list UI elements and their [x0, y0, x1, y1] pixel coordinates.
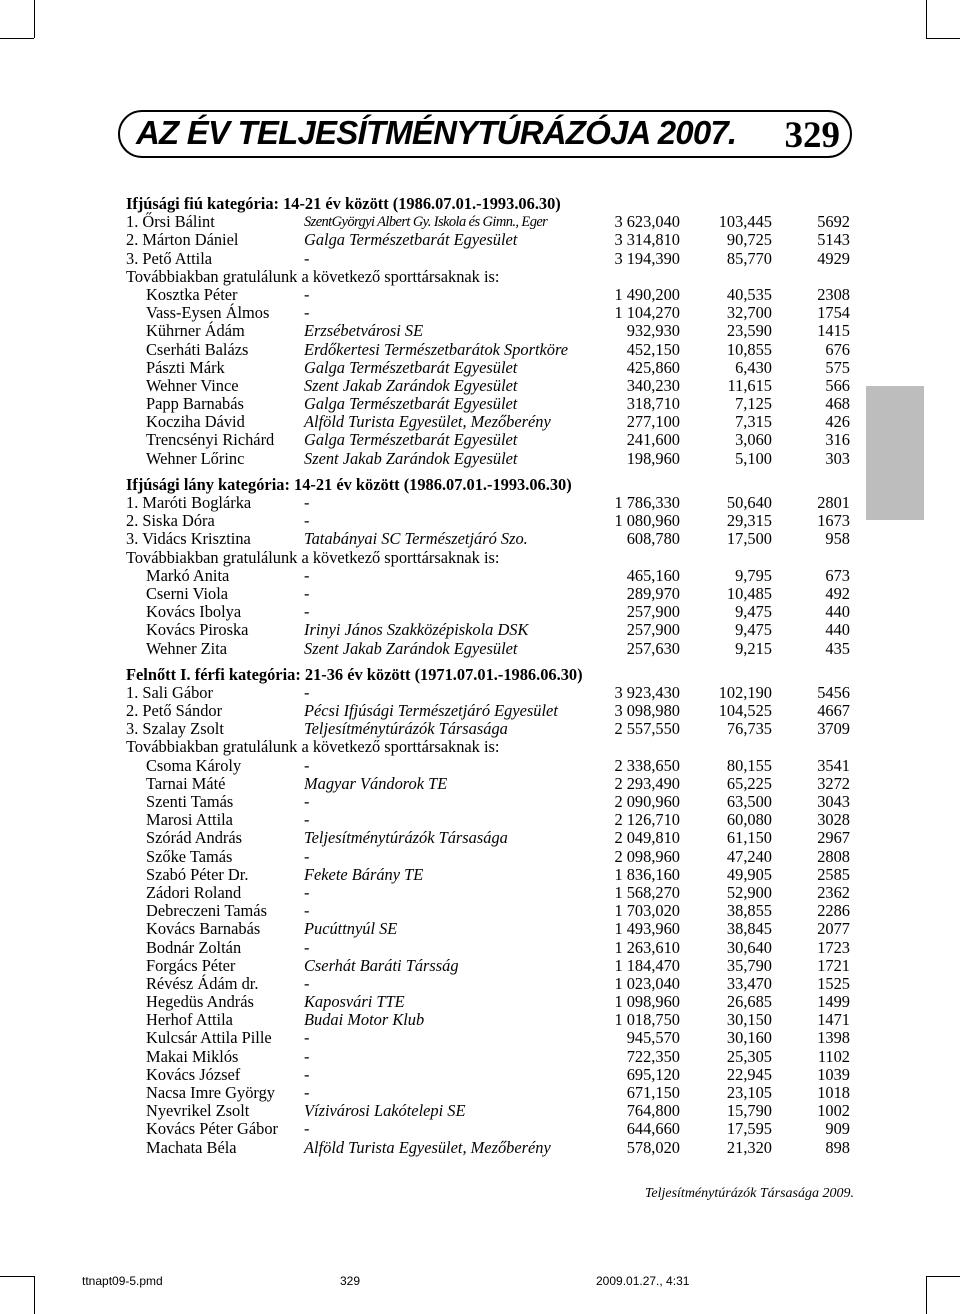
- score-value: 1 568,270: [614, 882, 680, 902]
- score-value: 425,860: [626, 357, 680, 377]
- score-value: 1 490,200: [614, 284, 680, 304]
- distance-value: 9,795: [735, 565, 772, 585]
- distance-value: 60,080: [726, 810, 772, 830]
- score-value: 318,710: [626, 394, 680, 414]
- club-name: -: [304, 755, 310, 775]
- score-value: 3 098,980: [614, 701, 680, 721]
- competitor-name: Szabó Péter Dr.: [146, 864, 249, 884]
- points-value: 5692: [817, 212, 850, 232]
- club-name: Galga Természetbarát Egyesület: [304, 394, 518, 414]
- table-row: [126, 757, 861, 775]
- page-header: [118, 110, 852, 158]
- competitor-name: Makai Miklós: [146, 1046, 239, 1066]
- score-value: 289,970: [626, 583, 680, 603]
- score-value: 1 098,960: [614, 992, 680, 1012]
- score-value: 2 049,810: [614, 828, 680, 848]
- distance-value: 80,155: [726, 755, 772, 775]
- competitor-name: Kulcsár Attila Pille: [146, 1028, 272, 1048]
- table-row: [126, 621, 861, 639]
- distance-value: 63,500: [726, 792, 772, 811]
- club-name: Galga Természetbarát Egyesület: [304, 430, 518, 450]
- slug-page: 329: [340, 1274, 361, 1288]
- competitor-name: Szőke Tamás: [146, 846, 233, 866]
- score-value: 3 623,040: [614, 212, 680, 232]
- table-row: [126, 993, 861, 1011]
- distance-value: 15,790: [726, 1101, 772, 1121]
- points-value: 2308: [817, 284, 850, 304]
- score-value: 1 184,470: [614, 955, 680, 975]
- competitor-name: Kosztka Péter: [146, 284, 238, 304]
- club-name: Szent Jakab Zarándok Egyesület: [304, 448, 518, 468]
- distance-value: 50,640: [726, 493, 772, 512]
- club-name: -: [304, 792, 310, 811]
- table-row: [126, 322, 861, 340]
- club-name: Vízivárosi Lakótelepi SE: [304, 1101, 466, 1121]
- points-value: 909: [825, 1119, 850, 1139]
- score-value: 644,660: [626, 1119, 680, 1139]
- slug-file: ttnapt09-5.pmd: [82, 1274, 163, 1288]
- competitor-name: Pászti Márk: [146, 357, 225, 377]
- score-value: 932,930: [626, 321, 680, 341]
- club-name: -: [304, 1028, 310, 1048]
- table-row: [126, 377, 861, 395]
- table-row: [126, 359, 861, 377]
- score-value: 2 098,960: [614, 846, 680, 866]
- points-value: 3709: [817, 719, 850, 739]
- points-value: 2585: [817, 864, 850, 884]
- competitor-name: 2. Pető Sándor: [126, 701, 223, 721]
- distance-value: 30,640: [726, 937, 772, 957]
- table-row: [126, 1120, 861, 1138]
- score-value: 578,020: [626, 1137, 680, 1157]
- points-value: 2077: [817, 919, 850, 939]
- score-value: 257,900: [626, 620, 680, 640]
- points-value: 2967: [817, 828, 850, 848]
- club-name: -: [304, 901, 310, 921]
- club-name: -: [304, 937, 310, 957]
- score-value: 722,350: [626, 1046, 680, 1066]
- score-value: 764,800: [626, 1101, 680, 1121]
- club-name: -: [304, 973, 310, 993]
- table-row: [126, 920, 861, 938]
- table-row: [126, 775, 861, 793]
- crop-mark: [0, 38, 34, 39]
- club-name: Tatabányai SC Természetjáró Szo.: [304, 529, 528, 549]
- podium-row: [126, 720, 861, 738]
- table-row: [126, 395, 861, 413]
- score-value: 1 023,040: [614, 973, 680, 993]
- points-value: 1754: [817, 303, 850, 323]
- podium-row: [126, 494, 861, 512]
- score-value: 2 557,550: [614, 719, 680, 739]
- distance-value: 10,485: [726, 583, 772, 603]
- score-value: 695,120: [626, 1064, 680, 1084]
- distance-value: 23,105: [726, 1083, 772, 1102]
- club-name: Erdőkertesi Természetbarátok Sportköre: [304, 339, 569, 359]
- competitor-name: Kovács Barnabás: [146, 919, 261, 939]
- points-value: 316: [825, 430, 850, 450]
- footer-credit: Teljesítménytúrázók Társasága 2009.: [644, 1186, 854, 1201]
- score-value: 465,160: [626, 565, 680, 585]
- points-value: 2808: [817, 846, 850, 866]
- points-value: 1723: [817, 937, 850, 957]
- points-value: 1721: [817, 955, 850, 975]
- table-row: [126, 1048, 861, 1066]
- points-value: 1415: [817, 321, 850, 341]
- competitor-name: Trencsényi Richárd: [146, 430, 275, 450]
- points-value: 1499: [817, 992, 850, 1012]
- club-name: -: [304, 303, 310, 323]
- club-name: -: [304, 511, 310, 531]
- score-value: 1 263,610: [614, 937, 680, 957]
- competitor-name: Herhof Attila: [146, 1010, 233, 1030]
- points-value: 4929: [817, 248, 850, 268]
- club-name: Kaposvári TTE: [304, 992, 405, 1012]
- competitor-name: Csoma Károly: [146, 755, 242, 775]
- competitor-name: 3. Vidács Krisztina: [126, 529, 251, 549]
- competitor-name: Cserni Viola: [146, 583, 229, 603]
- club-name: -: [304, 1119, 310, 1139]
- table-row: [126, 848, 861, 866]
- podium-row: [126, 702, 861, 720]
- club-name: -: [304, 882, 310, 902]
- points-value: 468: [825, 394, 850, 414]
- competitor-name: Szórád András: [146, 828, 243, 848]
- thumb-index-tab: [866, 386, 924, 520]
- competitor-name: Zádori Roland: [146, 882, 242, 902]
- table-row: [126, 640, 861, 658]
- club-name: Szent Jakab Zarándok Egyesület: [304, 638, 518, 658]
- congrats-note: Továbbiakban gratulálunk a következő sporttársaknak is:: [126, 547, 500, 567]
- crop-mark: [926, 1276, 927, 1314]
- score-value: 1 080,960: [614, 511, 680, 531]
- competitor-name: 2. Siska Dóra: [126, 511, 215, 531]
- category-heading: Ifjúsági fiú kategória: 14-21 év között (1986.07.01.-1993.06.30): [126, 194, 561, 213]
- competitor-name: Kovács Ibolya: [146, 602, 242, 622]
- points-value: 1039: [817, 1064, 850, 1084]
- distance-value: 30,160: [726, 1028, 772, 1048]
- points-value: 673: [825, 565, 850, 585]
- podium-row: [126, 512, 861, 530]
- club-name: Teljesítménytúrázók Társasága: [304, 828, 508, 848]
- podium-row: [126, 250, 861, 268]
- score-value: 3 314,810: [614, 230, 680, 250]
- distance-value: 25,305: [726, 1046, 772, 1066]
- distance-value: 76,735: [726, 719, 772, 739]
- competitor-name: Kovács Piroska: [146, 620, 249, 640]
- competitor-name: Wehner Lőrinc: [146, 448, 245, 468]
- table-row: [126, 567, 861, 585]
- club-name: -: [304, 565, 310, 585]
- points-value: 566: [825, 375, 850, 395]
- distance-value: 9,475: [735, 602, 772, 622]
- table-row: [126, 450, 861, 468]
- competitor-name: 2. Márton Dániel: [126, 230, 239, 250]
- club-name: Magyar Vándorok TE: [304, 773, 448, 793]
- distance-value: 61,150: [726, 828, 772, 848]
- club-name: Alföld Turista Egyesület, Mezőberény: [304, 1137, 551, 1157]
- score-value: 671,150: [626, 1083, 680, 1102]
- category-heading: Ifjúsági lány kategória: 14-21 év között (1986.07.01.-1993.06.30): [126, 474, 572, 494]
- competitor-name: Marosi Attila: [146, 810, 233, 830]
- competitor-name: Vass-Eysen Álmos: [146, 303, 270, 323]
- club-name: -: [304, 846, 310, 866]
- score-value: 2 090,960: [614, 792, 680, 811]
- club-name: -: [304, 602, 310, 622]
- club-name: Alföld Turista Egyesület, Mezőberény: [304, 412, 551, 432]
- points-value: 1471: [817, 1010, 850, 1030]
- points-value: 958: [825, 529, 850, 549]
- distance-value: 3,060: [735, 430, 772, 450]
- points-value: 303: [825, 448, 850, 468]
- club-name: SzentGyörgyi Albert Gy. Iskola és Gimn., Eger: [304, 214, 548, 231]
- table-row: [126, 304, 861, 322]
- points-value: 4667: [817, 701, 850, 721]
- score-value: 2 293,490: [614, 773, 680, 793]
- distance-value: 17,500: [726, 529, 772, 549]
- competitor-name: Nacsa Imre György: [146, 1083, 275, 1102]
- points-value: 1018: [817, 1083, 850, 1102]
- club-name: Pucúttnyúl SE: [304, 919, 398, 939]
- score-value: 241,600: [626, 430, 680, 450]
- score-value: 2 338,650: [614, 755, 680, 775]
- distance-value: 29,315: [726, 511, 772, 531]
- club-name: Irinyi János Szakközépiskola DSK: [304, 620, 529, 640]
- podium-row: [126, 213, 861, 231]
- distance-value: 32,700: [726, 303, 772, 323]
- crop-mark: [926, 0, 927, 38]
- crop-mark: [0, 1276, 34, 1277]
- page-title: AZ ÉV TELJESÍTMÉNYTÚRÁZÓJA 2007.: [136, 114, 737, 151]
- distance-value: 90,725: [726, 230, 772, 250]
- club-name: Pécsi Ifjúsági Természetjáró Egyesület: [304, 701, 558, 721]
- club-name: -: [304, 810, 310, 830]
- table-row: [126, 603, 861, 621]
- competitor-name: Machata Béla: [146, 1137, 237, 1157]
- score-value: 608,780: [626, 529, 680, 549]
- club-name: -: [304, 284, 310, 304]
- club-name: -: [304, 682, 310, 702]
- club-name: -: [304, 1083, 310, 1102]
- points-value: 3043: [817, 792, 850, 811]
- club-name: Szent Jakab Zarándok Egyesület: [304, 375, 518, 395]
- distance-value: 103,445: [718, 212, 772, 232]
- competitor-name: Kocziha Dávid: [146, 412, 245, 432]
- competitor-name: Tarnai Máté: [146, 773, 226, 793]
- club-name: -: [304, 1046, 310, 1066]
- score-value: 1 018,750: [614, 1010, 680, 1030]
- points-value: 3272: [817, 773, 850, 793]
- competitor-name: 3. Szalay Zsolt: [126, 719, 224, 739]
- club-name: Erzsébetvárosi SE: [304, 321, 424, 341]
- points-value: 492: [825, 583, 850, 603]
- points-value: 1673: [817, 511, 850, 531]
- score-value: 1 836,160: [614, 864, 680, 884]
- category-heading: Felnőtt I. férfi kategória: 21-36 év között (1971.07.01.-1986.06.30): [126, 664, 583, 684]
- points-value: 1102: [817, 1046, 850, 1066]
- distance-value: 49,905: [726, 864, 772, 884]
- score-value: 340,230: [626, 375, 680, 395]
- points-value: 898: [825, 1137, 850, 1157]
- competitor-name: Wehner Zita: [146, 638, 228, 658]
- competitor-name: Kovács Péter Gábor: [146, 1119, 278, 1139]
- competitor-name: Kovács József: [146, 1064, 241, 1084]
- distance-value: 40,535: [726, 284, 772, 304]
- score-value: 452,150: [626, 339, 680, 359]
- points-value: 440: [825, 620, 850, 640]
- points-value: 435: [825, 638, 850, 658]
- score-value: 3 923,430: [614, 682, 680, 702]
- table-row: [126, 793, 861, 811]
- points-value: 1002: [817, 1101, 850, 1121]
- table-row: [126, 341, 861, 359]
- distance-value: 35,790: [726, 955, 772, 975]
- distance-value: 47,240: [726, 846, 772, 866]
- distance-value: 17,595: [726, 1119, 772, 1139]
- table-row: [126, 1139, 861, 1157]
- competitor-name: Papp Barnabás: [146, 394, 244, 414]
- competitor-name: Markó Anita: [146, 565, 230, 585]
- distance-value: 22,945: [726, 1064, 772, 1084]
- distance-value: 65,225: [726, 773, 772, 793]
- table-row: [126, 1011, 861, 1029]
- table-row: [126, 1084, 861, 1102]
- competitor-name: Révész Ádám dr.: [146, 973, 259, 993]
- table-row: [126, 1029, 861, 1047]
- points-value: 2801: [817, 493, 850, 512]
- competitor-name: Kührner Ádám: [146, 321, 245, 341]
- club-name: -: [304, 1064, 310, 1084]
- distance-value: 33,470: [726, 973, 772, 993]
- distance-value: 5,100: [735, 448, 772, 468]
- table-row: [126, 431, 861, 449]
- table-row: [126, 1102, 861, 1120]
- score-value: 2 126,710: [614, 810, 680, 830]
- points-value: 1398: [817, 1028, 850, 1048]
- distance-value: 6,430: [735, 357, 772, 377]
- distance-value: 7,125: [735, 394, 772, 414]
- distance-value: 26,685: [726, 992, 772, 1012]
- competitor-name: 3. Pető Attila: [126, 248, 213, 268]
- club-name: -: [304, 248, 310, 268]
- club-name: -: [304, 583, 310, 603]
- points-value: 2286: [817, 901, 850, 921]
- podium-row: [126, 684, 861, 702]
- competitor-name: 1. Maróti Boglárka: [126, 493, 252, 512]
- competitor-name: Forgács Péter: [146, 955, 236, 975]
- club-name: Budai Motor Klub: [304, 1010, 425, 1030]
- distance-value: 23,590: [726, 321, 772, 341]
- distance-value: 30,150: [726, 1010, 772, 1030]
- competitor-name: 1. Sali Gábor: [126, 682, 213, 702]
- table-row: [126, 884, 861, 902]
- points-value: 5456: [817, 682, 850, 702]
- competitor-name: Bodnár Zoltán: [146, 937, 242, 957]
- results-list: [126, 195, 861, 1157]
- crop-mark: [34, 0, 35, 38]
- table-row: [126, 975, 861, 993]
- club-name: Galga Természetbarát Egyesület: [304, 357, 518, 377]
- points-value: 676: [825, 339, 850, 359]
- points-value: 440: [825, 602, 850, 622]
- distance-value: 21,320: [726, 1137, 772, 1157]
- points-value: 2362: [817, 882, 850, 902]
- slug-date: 2009.01.27., 4:31: [596, 1274, 690, 1288]
- distance-value: 10,855: [726, 339, 772, 359]
- distance-value: 102,190: [718, 682, 772, 702]
- points-value: 1525: [817, 973, 850, 993]
- score-value: 3 194,390: [614, 248, 680, 268]
- distance-value: 52,900: [726, 882, 772, 902]
- club-name: -: [304, 493, 310, 512]
- table-row: [126, 585, 861, 603]
- distance-value: 85,770: [726, 248, 772, 268]
- congrats-note: Továbbiakban gratulálunk a következő sporttársaknak is:: [126, 266, 500, 286]
- table-row: [126, 1066, 861, 1084]
- crop-mark: [926, 38, 960, 39]
- table-row: [126, 286, 861, 304]
- distance-value: 7,315: [735, 412, 772, 432]
- points-value: 426: [825, 412, 850, 432]
- table-row: [126, 866, 861, 884]
- distance-value: 9,215: [735, 638, 772, 658]
- score-value: 198,960: [626, 448, 680, 468]
- competitor-name: Wehner Vince: [146, 375, 239, 395]
- points-value: 575: [825, 357, 850, 377]
- score-value: 1 786,330: [614, 493, 680, 512]
- score-value: 257,900: [626, 602, 680, 622]
- distance-value: 38,855: [726, 901, 772, 921]
- club-name: Fekete Bárány TE: [304, 864, 424, 884]
- competitor-name: 1. Őrsi Bálint: [126, 212, 215, 232]
- crop-mark: [34, 1276, 35, 1314]
- club-name: Cserhát Baráti Társság: [304, 955, 459, 975]
- crop-mark: [926, 1276, 960, 1277]
- score-value: 945,570: [626, 1028, 680, 1048]
- score-value: 277,100: [626, 412, 680, 432]
- table-row: [126, 957, 861, 975]
- congrats-note: Továbbiakban gratulálunk a következő sporttársaknak is:: [126, 737, 500, 757]
- club-name: Teljesítménytúrázók Társasága: [304, 719, 508, 739]
- table-row: [126, 413, 861, 431]
- score-value: 1 703,020: [614, 901, 680, 921]
- table-row: [126, 811, 861, 829]
- podium-row: [126, 231, 861, 249]
- score-value: 1 493,960: [614, 919, 680, 939]
- distance-value: 9,475: [735, 620, 772, 640]
- club-name: Galga Természetbarát Egyesület: [304, 230, 518, 250]
- points-value: 3541: [817, 755, 850, 775]
- competitor-name: Hegedüs András: [146, 992, 254, 1012]
- distance-value: 104,525: [718, 701, 772, 721]
- competitor-name: Debreczeni Tamás: [146, 901, 267, 921]
- table-row: [126, 829, 861, 847]
- competitor-name: Szenti Tamás: [146, 792, 234, 811]
- competitor-name: Cserháti Balázs: [146, 339, 249, 359]
- points-value: 5143: [817, 230, 850, 250]
- podium-row: [126, 530, 861, 548]
- score-value: 257,630: [626, 638, 680, 658]
- distance-value: 11,615: [727, 375, 772, 395]
- table-row: [126, 902, 861, 920]
- distance-value: 38,845: [726, 919, 772, 939]
- table-row: [126, 939, 861, 957]
- page-number: 329: [784, 115, 840, 156]
- score-value: 1 104,270: [614, 303, 680, 323]
- points-value: 3028: [817, 810, 850, 830]
- competitor-name: Nyevrikel Zsolt: [146, 1101, 250, 1121]
